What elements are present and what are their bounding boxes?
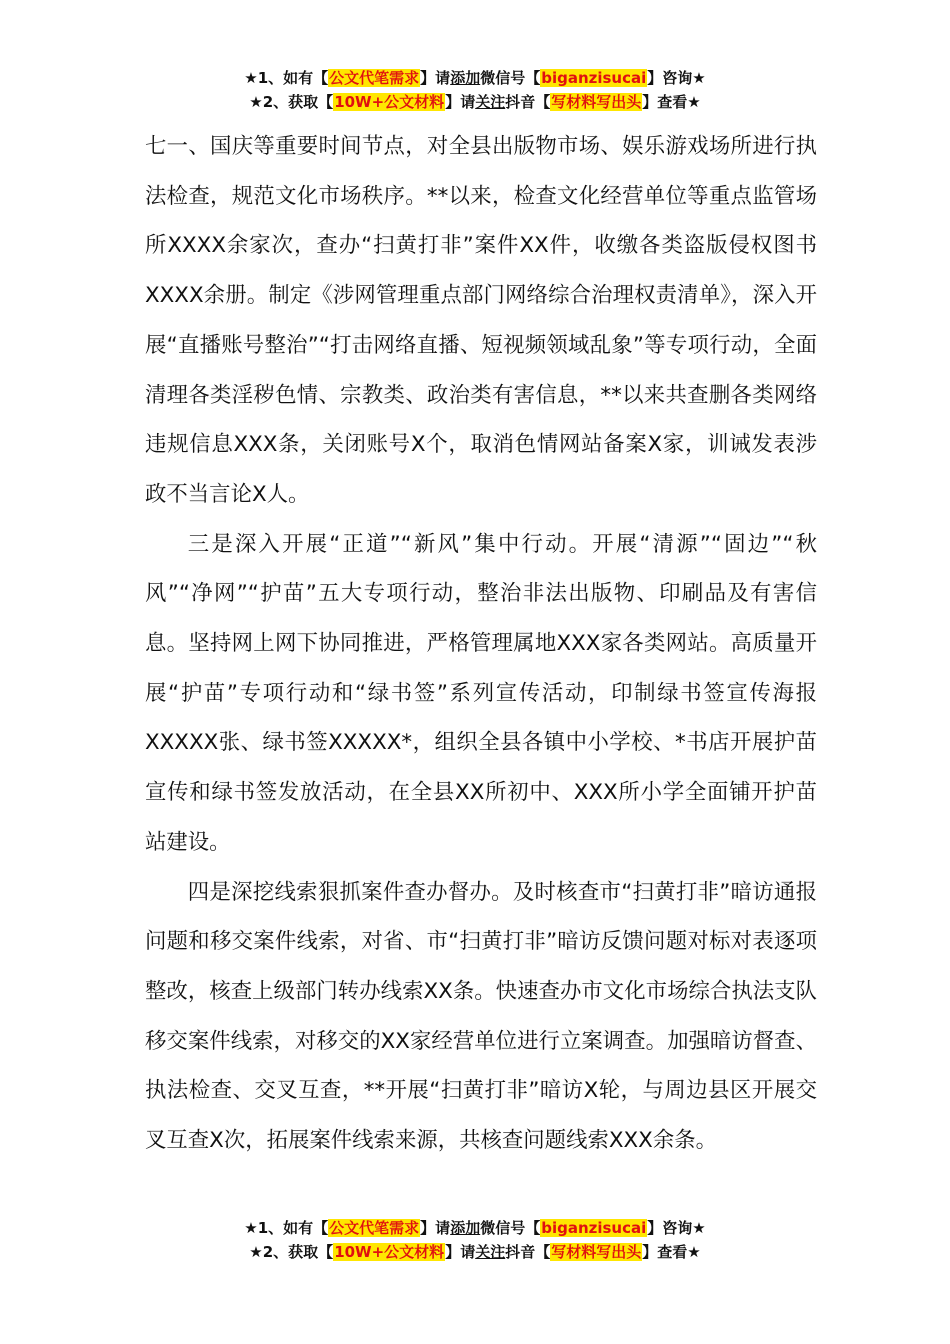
banner-text-underlined: 添加	[450, 69, 481, 87]
banner-text-underlined: 关注	[475, 1243, 506, 1261]
banner-text: 】请	[445, 1243, 476, 1261]
banner-text: ★1、如有【	[244, 1219, 329, 1237]
highlight-materials: 10W+公文材料	[334, 1243, 445, 1261]
paragraph-item-four: 四是深挖线索狠抓案件查办督办。及时核查市“扫黄打非”暗访通报问题和移交案件线索，对省、市“扫黄打非”暗访反馈问题对标对表逐项整改，核查上级部门转办线索XX条。快速查办市文化市场综合执法支队移交案件线索，对移交的XX家经营单位进行立案调查。加强暗访督查、执法检查、交叉互查，**开展“扫黄打非”暗访X轮，与周边县区开展交叉互查X次，拓展案件线索来源，共核查问题线索XXX余条。	[145, 879, 817, 1154]
highlight-wechat-id: biganzisucai	[541, 1219, 647, 1237]
footer-banner	[0, 1216, 950, 1264]
highlight-service: 公文代笔需求	[329, 69, 420, 87]
banner-text-underlined: 添加	[450, 1219, 481, 1237]
paragraph-continued: 七一、国庆等重要时间节点，对全县出版物市场、娱乐游戏场所进行执法检查，规范文化市场秩序。**以来，检查文化经营单位等重点监管场所XXXX余家次，查办“扫黄打非”案件XX件，收缴各类盗版侵权图书XXXX余册。制定《涉网管理重点部门网络综合治理权责清单》，深入开展“直播账号整治”“打击网络直播、短视频领域乱象”等专项行动，全面清理各类淫秽色情、宗教类、政治类有害信息，**以来共查删各类网络违规信息XXX条，关闭账号X个，取消色情网站备案X家，训诫发表涉政不当言论X人。	[145, 134, 817, 507]
banner-text: 微信号【	[480, 69, 541, 87]
banner-text: 】查看★	[642, 1243, 701, 1261]
highlight-wechat-id: biganzisucai	[541, 69, 647, 87]
banner-text: 】请	[420, 1219, 451, 1237]
banner-line-2	[0, 1240, 950, 1264]
banner-text: 】请	[420, 69, 451, 87]
banner-line-2	[0, 90, 950, 114]
banner-text: 抖音【	[505, 93, 551, 111]
banner-text: 微信号【	[480, 1219, 541, 1237]
banner-text: 抖音【	[505, 1243, 551, 1261]
highlight-douyin: 写材料写出头	[551, 1243, 642, 1261]
highlight-materials: 10W+公文材料	[334, 93, 445, 111]
banner-text: ★1、如有【	[244, 69, 329, 87]
banner-text: 】请	[445, 93, 476, 111]
banner-line-1	[0, 1216, 950, 1240]
banner-text: ★2、获取【	[249, 1243, 334, 1261]
banner-text: 】咨询★	[647, 1219, 706, 1237]
highlight-douyin: 写材料写出头	[551, 93, 642, 111]
highlight-service: 公文代笔需求	[329, 1219, 420, 1237]
banner-text: 】咨询★	[647, 69, 706, 87]
document-body	[145, 122, 817, 1166]
banner-text: ★2、获取【	[249, 93, 334, 111]
banner-line-1	[0, 66, 950, 90]
paragraph-item-three: 三是深入开展“正道”“新风”集中行动。开展“清源”“固边”“秋风”“净网”“护苗”五大专项行动，整治非法出版物、印刷品及有害信息。坚持网上网下协同推进，严格管理属地XXX家各类网站。高质量开展“护苗”专项行动和“绿书签”系列宣传活动，印制绿书签宣传海报XXXXX张、绿书签XXXXX*，组织全县各镇中小学校、*书店开展护苗宣传和绿书签发放活动，在全县XX所初中、XXX所小学全面铺开护苗站建设。	[145, 531, 817, 855]
header-banner	[0, 66, 950, 114]
banner-text: 】查看★	[642, 93, 701, 111]
banner-text-underlined: 关注	[475, 93, 506, 111]
